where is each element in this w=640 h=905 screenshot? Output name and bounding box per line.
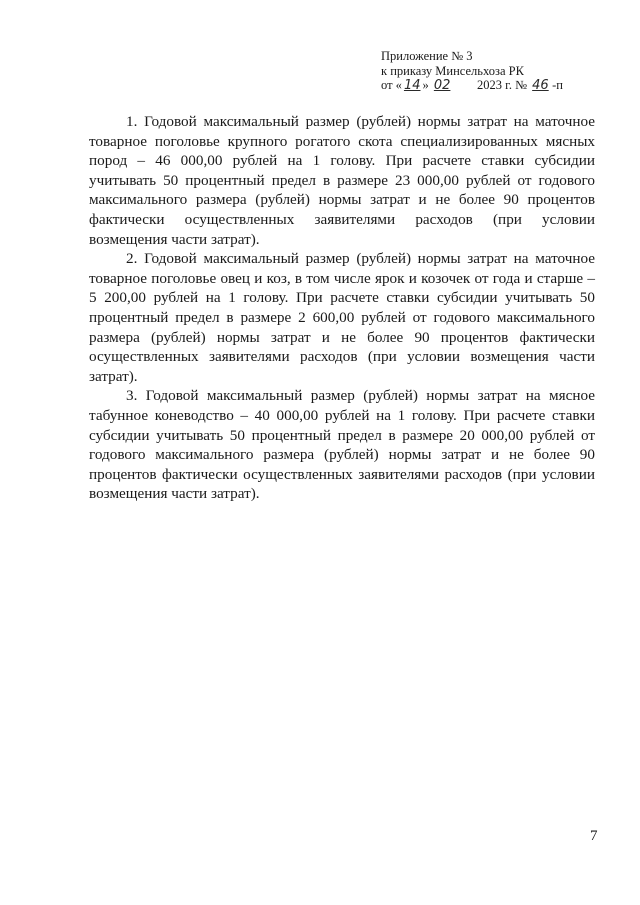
handwritten-month: 02: [433, 78, 451, 93]
order-reference: к приказу Минсельхоза РК: [381, 63, 524, 78]
paragraph-2: 2. Годовой максимальный размер (рублей) нормы затрат на маточное товарное поголовье овец и коз, в том числе ярок и козочек от года и старше – 5 200,00 рублей на 1 голову. При расчете ставки субсидии учитывать 50 процентный предел в размере 2 600,00 рублей от годового максимального размера (рублей) нормы затрат и не более 90 процентов фактически осуществленных заявителями расходов (при условии возмещения части затрат).: [89, 250, 595, 385]
document-body: [89, 112, 595, 504]
year-number-label: 2023 г. №: [476, 78, 528, 92]
date-mid: »: [422, 78, 429, 92]
appendix-title: Приложение № 3: [381, 49, 473, 63]
handwritten-order-number: 46: [532, 78, 549, 93]
page-number: 7: [590, 828, 598, 844]
paragraph-1: 1. Годовой максимальный размер (рублей) нормы затрат на маточное товарное поголовье крупного рогатого скота специализированных мясных пород – 46 000,00 рублей на 1 голову. При расчете ставки субсидии учитывать 50 процентный предел в размере 23 000,00 рублей от годового максимального размера (рублей) нормы затрат и не более 90 процентов фактически осуществленных заявителями расходов (при условии возмещения части затрат).: [89, 113, 595, 248]
number-suffix: -п: [552, 78, 563, 92]
appendix-header: [381, 49, 563, 94]
paragraph-3: 3. Годовой максимальный размер (рублей) нормы затрат на мясное табунное коневодство – 40 000,00 рублей на 1 голову. При расчете ставки субсидии учитывать 50 процентный предел в размере 20 000,00 рублей от годового максимального размера (рублей) нормы затрат и не более 90 процентов фактически осуществленных заявителями расходов (при условии возмещения части затрат).: [89, 387, 595, 503]
date-prefix: от «: [381, 78, 402, 92]
handwritten-day: 14: [403, 78, 421, 93]
order-date-number-line: [381, 78, 563, 94]
